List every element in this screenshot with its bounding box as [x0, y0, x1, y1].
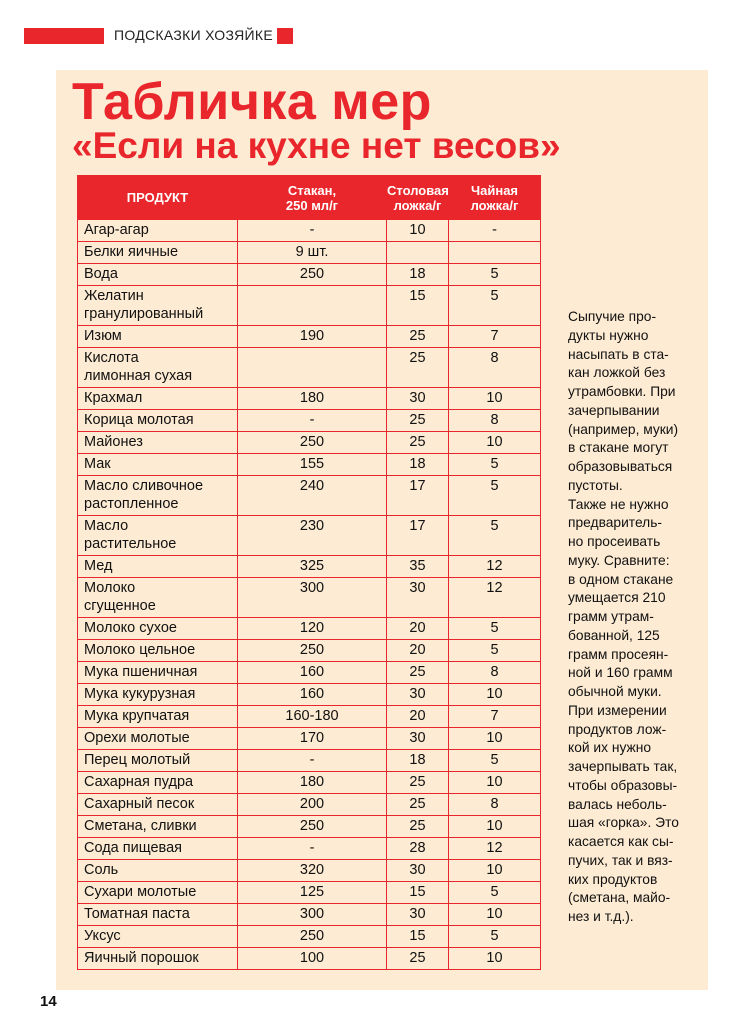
header-tablespoon — [387, 176, 449, 220]
sidebar-note-line: кан ложкой без — [568, 365, 666, 381]
product-name-text-line2: растопленное — [84, 496, 179, 512]
teaspoon-value: 5 — [449, 516, 541, 556]
tablespoon-value: 10 — [387, 220, 449, 242]
header-product — [78, 176, 238, 220]
table-row — [78, 948, 541, 970]
table-row — [78, 618, 541, 640]
table-row — [78, 684, 541, 706]
teaspoon-value: 8 — [449, 662, 541, 684]
product-name-text: Сухари молотые — [84, 884, 197, 900]
teaspoon-value: 5 — [449, 264, 541, 286]
glass-cup-value: 170 — [238, 728, 387, 750]
product-name-text: Корица молотая — [84, 412, 194, 428]
glass-cup-value: 325 — [238, 556, 387, 578]
table-row — [78, 816, 541, 838]
sidebar-note-line: муку. Сравните: — [568, 552, 670, 568]
table-row — [78, 326, 541, 348]
header-red-square — [277, 28, 293, 44]
glass-cup-value: 250 — [238, 926, 387, 948]
product-name — [78, 388, 238, 410]
product-name — [78, 948, 238, 970]
product-name — [78, 794, 238, 816]
measures-table — [77, 175, 541, 970]
glass-cup-value: - — [238, 750, 387, 772]
tablespoon-value: 25 — [387, 948, 449, 970]
glass-cup-value: 250 — [238, 816, 387, 838]
glass-cup-value: 230 — [238, 516, 387, 556]
tablespoon-value: 30 — [387, 860, 449, 882]
product-name — [78, 220, 238, 242]
product-name-text: Белки яичные — [84, 244, 179, 260]
tablespoon-value: 15 — [387, 286, 449, 326]
sidebar-note-line: образовываться — [568, 459, 673, 474]
header-glass-line2: 250 мл/г — [285, 197, 339, 213]
product-name-text-line2: лимонная сухая — [84, 368, 193, 384]
tablespoon-value: 20 — [387, 640, 449, 662]
glass-cup-value: 320 — [238, 860, 387, 882]
sidebar-note-line: в одном стакане — [568, 571, 674, 587]
tablespoon-value: 25 — [387, 772, 449, 794]
teaspoon-value: 7 — [449, 326, 541, 348]
product-name — [78, 882, 238, 904]
glass-cup-value: 300 — [238, 904, 387, 926]
table-row — [78, 286, 541, 326]
glass-cup-value: - — [238, 410, 387, 432]
table-row — [78, 348, 541, 388]
product-name-text-line2: гранулированный — [84, 306, 204, 322]
product-name — [78, 410, 238, 432]
glass-cup-value: 190 — [238, 326, 387, 348]
tablespoon-value: 25 — [387, 410, 449, 432]
teaspoon-value: 10 — [449, 904, 541, 926]
table-row — [78, 432, 541, 454]
sidebar-note-line: При измерении — [568, 702, 667, 718]
product-name — [78, 772, 238, 794]
sidebar-note-line: насыпать в ста- — [568, 346, 669, 362]
section-header — [24, 26, 304, 44]
glass-cup-value: 180 — [238, 388, 387, 410]
sidebar-note — [568, 308, 708, 927]
teaspoon-value: 10 — [449, 432, 541, 454]
product-name-text: Майонез — [84, 434, 143, 450]
tablespoon-value: 25 — [387, 348, 449, 388]
tablespoon-value: 17 — [387, 516, 449, 556]
product-name-text: Мука крупчатая — [84, 708, 190, 724]
product-name — [78, 476, 238, 516]
table-row — [78, 860, 541, 882]
product-name-text: Орехи молотые — [84, 730, 190, 746]
teaspoon-value: 5 — [449, 926, 541, 948]
sidebar-note-line: продуктов лож- — [568, 721, 667, 737]
product-name-text: Изюм — [84, 328, 122, 344]
product-name-text: Масло сливочное — [84, 478, 204, 494]
table-row — [78, 516, 541, 556]
product-name — [78, 684, 238, 706]
table-row — [78, 882, 541, 904]
sidebar-note-line: в стакане могут — [568, 440, 669, 456]
teaspoon-value: 10 — [449, 388, 541, 410]
product-name — [78, 348, 238, 388]
tablespoon-value: 35 — [387, 556, 449, 578]
table-row — [78, 838, 541, 860]
glass-cup-value: 250 — [238, 432, 387, 454]
table-row — [78, 662, 541, 684]
table-row — [78, 772, 541, 794]
glass-cup-value: 160 — [238, 662, 387, 684]
tablespoon-value: 25 — [387, 794, 449, 816]
sidebar-note-line: грамм просеян- — [568, 646, 669, 662]
header-teaspoon — [449, 176, 541, 220]
sidebar-note-line: чтобы образовы- — [568, 777, 678, 793]
tablespoon-value: 15 — [387, 882, 449, 904]
product-name — [78, 816, 238, 838]
glass-cup-value — [238, 348, 387, 388]
teaspoon-value: 12 — [449, 556, 541, 578]
teaspoon-value: 5 — [449, 640, 541, 662]
glass-cup-value: 160-180 — [238, 706, 387, 728]
product-name — [78, 432, 238, 454]
tablespoon-value: 20 — [387, 618, 449, 640]
product-name — [78, 706, 238, 728]
product-name-text: Агар-агар — [84, 222, 149, 238]
sidebar-note-line: утрамбовки. При — [568, 384, 676, 399]
teaspoon-value: 10 — [449, 772, 541, 794]
header-product-label: ПРОДУКТ — [126, 190, 189, 205]
sidebar-note-line: бованной, 125 — [568, 627, 660, 643]
teaspoon-value: 7 — [449, 706, 541, 728]
page-subtitle: «Если на кухне нет весов» — [72, 125, 561, 166]
table-row — [78, 410, 541, 432]
product-name-text: Томатная паста — [84, 906, 190, 922]
product-name — [78, 556, 238, 578]
header-teaspoon-line1: Чайная — [470, 182, 519, 198]
table-row — [78, 578, 541, 618]
glass-cup-value: 9 шт. — [238, 242, 387, 264]
product-name-text: Уксус — [84, 928, 121, 944]
product-name-text: Молоко цельное — [84, 642, 196, 658]
product-name — [78, 860, 238, 882]
table-row — [78, 750, 541, 772]
glass-cup-value: 125 — [238, 882, 387, 904]
teaspoon-value: 5 — [449, 618, 541, 640]
page-title: Табличка мер — [72, 73, 432, 131]
tablespoon-value: 17 — [387, 476, 449, 516]
glass-cup-value: 155 — [238, 454, 387, 476]
sidebar-note-line: предваритель- — [568, 515, 663, 531]
product-name-text: Мука кукурузная — [84, 686, 196, 702]
product-name — [78, 662, 238, 684]
product-name — [78, 286, 238, 326]
product-name-text: Сода пищевая — [84, 840, 183, 856]
glass-cup-value: 200 — [238, 794, 387, 816]
sidebar-note-line: но просеивать — [568, 534, 661, 549]
table-row — [78, 388, 541, 410]
header-red-bar — [24, 28, 104, 44]
product-name-text-line2: сгущенное — [84, 598, 156, 614]
product-name-text: Сахарный песок — [84, 796, 195, 812]
teaspoon-value: - — [449, 220, 541, 242]
product-name — [78, 242, 238, 264]
sidebar-note-line: (сметана, майо- — [568, 890, 671, 906]
header-teaspoon-line2: ложка/г — [470, 197, 519, 213]
glass-cup-value: 160 — [238, 684, 387, 706]
product-name-text: Мука пшеничная — [84, 664, 198, 680]
sidebar-note-line: ких продуктов — [568, 871, 658, 887]
table-row — [78, 794, 541, 816]
tablespoon-value: 18 — [387, 454, 449, 476]
teaspoon-value: 8 — [449, 410, 541, 432]
sidebar-note-line: Сыпучие про- — [568, 309, 657, 324]
table-row — [78, 242, 541, 264]
product-name-text: Сахарная пудра — [84, 774, 194, 790]
header-tablespoon-line1: Столовая — [387, 182, 449, 198]
product-name-text: Масло — [84, 518, 129, 534]
glass-cup-value — [238, 286, 387, 326]
product-name-text: Желатин — [84, 288, 144, 304]
glass-cup-value: 240 — [238, 476, 387, 516]
header-glass-line1: Стакан, — [287, 182, 337, 198]
product-name-text: Перец молотый — [84, 752, 191, 768]
teaspoon-value: 5 — [449, 750, 541, 772]
glass-cup-value: 250 — [238, 640, 387, 662]
sidebar-note-line: зачерпывании — [568, 402, 660, 418]
table-row — [78, 926, 541, 948]
tablespoon-value: 25 — [387, 662, 449, 684]
product-name-text: Вода — [84, 266, 118, 282]
teaspoon-value — [449, 242, 541, 264]
teaspoon-value: 10 — [449, 816, 541, 838]
table-row — [78, 706, 541, 728]
sidebar-note-line: дукты нужно — [568, 327, 649, 343]
teaspoon-value: 5 — [449, 476, 541, 516]
teaspoon-value: 12 — [449, 578, 541, 618]
tablespoon-value: 25 — [387, 816, 449, 838]
table-header-row — [78, 176, 541, 220]
product-name-text: Мак — [84, 456, 111, 472]
product-name-text: Мед — [84, 558, 113, 574]
product-name — [78, 838, 238, 860]
glass-cup-value: 100 — [238, 948, 387, 970]
sidebar-note-line: Также не нужно — [568, 496, 669, 512]
tablespoon-value: 30 — [387, 388, 449, 410]
glass-cup-value: 180 — [238, 772, 387, 794]
sidebar-note-line: пустоты. — [568, 477, 623, 493]
teaspoon-value: 10 — [449, 728, 541, 750]
teaspoon-value: 8 — [449, 794, 541, 816]
glass-cup-value: 120 — [238, 618, 387, 640]
table-row — [78, 728, 541, 750]
product-name-text: Яичный порошок — [84, 950, 199, 966]
teaspoon-value: 12 — [449, 838, 541, 860]
product-name — [78, 618, 238, 640]
glass-cup-value: - — [238, 220, 387, 242]
header-tablespoon-line2: ложка/г — [393, 197, 442, 213]
sidebar-note-line: шая «горка». Это — [568, 815, 679, 831]
tablespoon-value: 18 — [387, 264, 449, 286]
glass-cup-value: 300 — [238, 578, 387, 618]
product-name-text: Крахмал — [84, 390, 143, 406]
teaspoon-value: 10 — [449, 860, 541, 882]
product-name — [78, 640, 238, 662]
table-row — [78, 476, 541, 516]
product-name — [78, 728, 238, 750]
product-name-text: Соль — [84, 862, 119, 878]
tablespoon-value — [387, 242, 449, 264]
teaspoon-value: 10 — [449, 948, 541, 970]
teaspoon-value: 8 — [449, 348, 541, 388]
product-name — [78, 264, 238, 286]
page-number: 14 — [40, 993, 57, 1010]
sidebar-note-line: обычной муки. — [568, 684, 662, 699]
glass-cup-value: 250 — [238, 264, 387, 286]
tablespoon-value: 20 — [387, 706, 449, 728]
tablespoon-value: 30 — [387, 684, 449, 706]
table-row — [78, 264, 541, 286]
sidebar-note-line: пучих, так и вяз- — [568, 852, 673, 868]
product-name-text: Сметана, сливки — [84, 818, 197, 834]
table-row — [78, 454, 541, 476]
table-row — [78, 556, 541, 578]
section-label: ПОДСКАЗКИ ХОЗЯЙКЕ — [114, 27, 273, 43]
product-name — [78, 750, 238, 772]
product-name — [78, 926, 238, 948]
teaspoon-value: 5 — [449, 454, 541, 476]
sidebar-note-line: умещается 210 — [568, 590, 666, 606]
teaspoon-value: 10 — [449, 684, 541, 706]
sidebar-note-line: ной и 160 грамм — [568, 665, 673, 681]
glass-cup-value: - — [238, 838, 387, 860]
tablespoon-value: 15 — [387, 926, 449, 948]
sidebar-note-line: нез и т.д.). — [568, 909, 634, 924]
tablespoon-value: 25 — [387, 326, 449, 348]
product-name-text: Кислота — [84, 350, 139, 366]
product-name-text-line2: растительное — [84, 536, 177, 552]
table-row — [78, 640, 541, 662]
product-name-text: Молоко — [84, 580, 136, 596]
sidebar-note-line: зачерпывать так, — [568, 759, 678, 774]
sidebar-note-line: касается как сы- — [568, 834, 674, 849]
tablespoon-value: 30 — [387, 728, 449, 750]
tablespoon-value: 30 — [387, 578, 449, 618]
product-name — [78, 326, 238, 348]
product-name — [78, 454, 238, 476]
tablespoon-value: 25 — [387, 432, 449, 454]
tablespoon-value: 28 — [387, 838, 449, 860]
product-name — [78, 516, 238, 556]
product-name-text: Молоко сухое — [84, 620, 177, 636]
sidebar-note-line: кой их нужно — [568, 740, 652, 756]
header-glass — [238, 176, 387, 220]
table-row — [78, 904, 541, 926]
table-body — [78, 220, 541, 970]
product-name — [78, 578, 238, 618]
sidebar-note-line: валась неболь- — [568, 796, 667, 812]
sidebar-note-line: грамм утрам- — [568, 609, 654, 624]
teaspoon-value: 5 — [449, 882, 541, 904]
product-name — [78, 904, 238, 926]
sidebar-note-line: (например, муки) — [568, 421, 679, 437]
table-row — [78, 220, 541, 242]
teaspoon-value: 5 — [449, 286, 541, 326]
tablespoon-value: 30 — [387, 904, 449, 926]
tablespoon-value: 18 — [387, 750, 449, 772]
